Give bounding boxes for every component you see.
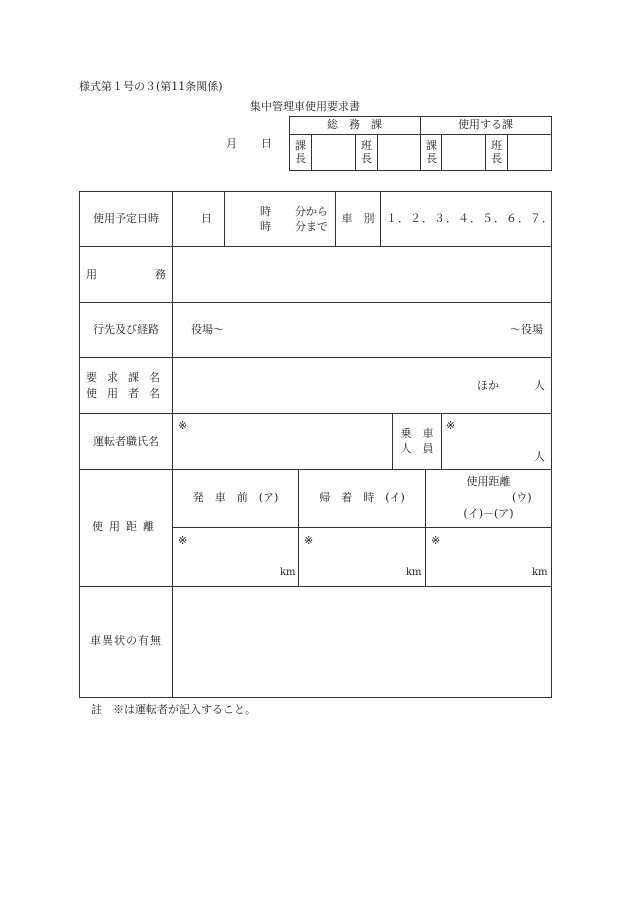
passengers-label: 人 員 <box>400 442 434 455</box>
group-chief-label: 班 <box>361 139 372 152</box>
others-label: ほか <box>477 379 499 392</box>
passengers-label: 乗 車 <box>400 427 434 440</box>
car-numbers: １．２．３．４．５．６．７． <box>386 212 554 225</box>
route-label: 行先及び経路 <box>93 323 159 336</box>
requester-user-label: 使用者名 <box>86 387 170 400</box>
used-unit: km <box>532 567 548 578</box>
schedule-day-label: 日 <box>201 212 212 225</box>
schedule-label: 使用予定日時 <box>93 212 159 225</box>
departure-mark: ※ <box>178 534 188 547</box>
purpose-label: 用 <box>86 268 97 281</box>
day-label: 日 <box>261 137 272 150</box>
departure-unit: km <box>280 567 296 578</box>
passengers-mark: ※ <box>446 419 456 432</box>
requester-section-label: 要求課名 <box>86 371 170 384</box>
from-minute-label: 分から <box>295 205 328 218</box>
used-distance-u: (ウ) <box>512 491 532 504</box>
abnormality-label: 車異状の有無 <box>90 634 162 647</box>
using-section-header: 使用する課 <box>458 118 513 131</box>
group-chief-label: 長 <box>361 152 372 165</box>
distance-label: 使用距離 <box>92 520 160 533</box>
page-title: 集中管理車使用要求書 <box>250 100 360 113</box>
footnote: 註 ※は運転者が記入すること。 <box>91 703 256 716</box>
section-chief-label: 課 <box>426 139 437 152</box>
return-unit: km <box>406 567 422 578</box>
used-distance-header: 使用距離 <box>466 475 511 488</box>
driver-mark: ※ <box>178 419 188 432</box>
group-chief-label: 班 <box>491 139 502 152</box>
form-number: 様式第１号の３(第11条関係) <box>79 80 223 93</box>
route-end: ～役場 <box>510 323 543 336</box>
persons-label: 人 <box>534 379 545 392</box>
used-distance-formula: (イ)－(ア) <box>463 507 514 520</box>
to-hour-label: 時 <box>260 220 271 233</box>
car-label: 車 別 <box>341 212 375 225</box>
from-hour-label: 時 <box>260 205 271 218</box>
driver-label: 運転者職氏名 <box>93 435 159 448</box>
used-mark: ※ <box>431 534 441 547</box>
group-chief-label: 長 <box>491 152 502 165</box>
general-affairs-header: 総 務 課 <box>327 118 382 131</box>
departure-header: 発 車 前 (ア) <box>192 491 279 504</box>
section-chief-label: 課 <box>295 139 306 152</box>
return-header: 帰 着 時 (イ) <box>319 491 405 504</box>
section-chief-label: 長 <box>295 152 306 165</box>
passengers-persons: 人 <box>534 450 545 463</box>
month-label: 月 <box>226 137 237 150</box>
to-minute-label: 分まで <box>295 220 328 233</box>
section-chief-label: 長 <box>426 152 437 165</box>
return-mark: ※ <box>304 534 314 547</box>
route-start: 役場～ <box>191 323 224 336</box>
purpose-label: 務 <box>155 268 166 281</box>
